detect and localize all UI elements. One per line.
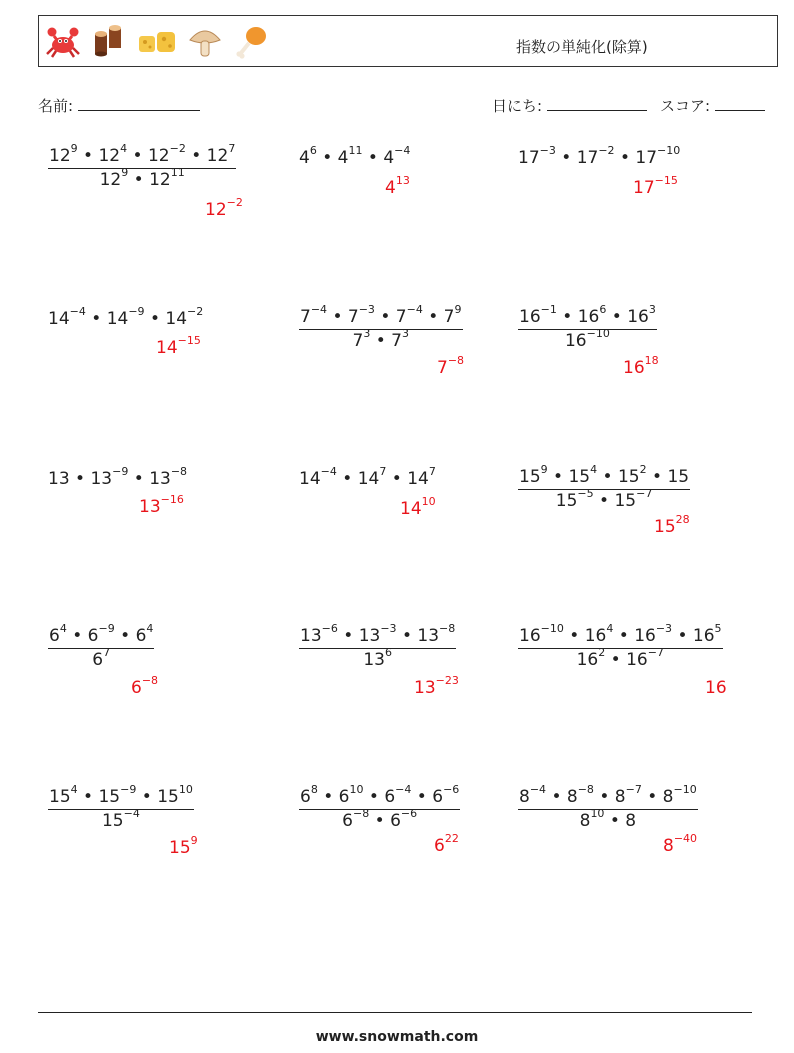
- fraction: [518, 622, 723, 670]
- multiply-dot: •: [597, 467, 618, 487]
- expression-power: 13: [48, 469, 70, 489]
- multiply-dot: •: [69, 469, 91, 489]
- numerator-power: $15^9$: [519, 463, 548, 487]
- expression: [48, 465, 188, 489]
- multiply-dot: •: [66, 626, 88, 646]
- numerator-power: $16^{-1}$: [519, 303, 557, 327]
- multiply-dot: •: [77, 787, 99, 807]
- denominator: [576, 646, 664, 670]
- answer-power: $7^{-8}$: [437, 354, 465, 378]
- numerator-power: $15^4$: [49, 783, 78, 807]
- numerator-power: $16^{-10}$: [519, 622, 564, 646]
- numerator: [299, 622, 456, 648]
- expression-power: $17^{-10}$: [635, 144, 681, 168]
- denominator-power: $7^3$: [352, 327, 371, 351]
- answer-15: [663, 832, 698, 856]
- denominator-power: 8: [625, 811, 637, 831]
- problem-5: [299, 303, 463, 351]
- name-field[interactable]: [38, 95, 200, 116]
- numerator: [518, 463, 690, 489]
- denominator-power: $6^7$: [92, 646, 111, 670]
- multiply-dot: •: [546, 787, 567, 807]
- multiply-dot: •: [114, 626, 136, 646]
- denominator-power: $15^{-7}$: [614, 487, 653, 511]
- date-blank-line[interactable]: [547, 96, 647, 111]
- problem-12: [518, 622, 723, 670]
- multiply-dot: •: [613, 626, 635, 646]
- expression: [48, 305, 204, 329]
- denominator-power: $6^{-6}$: [390, 807, 418, 831]
- answer-power: $8^{-40}$: [663, 832, 698, 856]
- name-blank-line[interactable]: [78, 96, 200, 111]
- answer-power: $12^{-2}$: [205, 196, 243, 220]
- numerator-power: $15^{10}$: [157, 783, 193, 807]
- multiply-dot: •: [386, 469, 408, 489]
- worksheet-title: 指数の単純化(除算): [516, 38, 648, 56]
- problem-10: [48, 622, 154, 670]
- numerator-power: $6^8$: [300, 783, 318, 807]
- answer-8: [400, 495, 436, 519]
- denominator: [564, 327, 610, 351]
- answer-power: $13^{-16}$: [139, 493, 184, 517]
- answer-power: $13^{-23}$: [414, 674, 459, 698]
- fraction: [518, 303, 657, 351]
- answer-power: $17^{-15}$: [633, 174, 678, 198]
- numerator-power: $6^{-4}$: [384, 783, 412, 807]
- numerator-power: $8^{-7}$: [614, 783, 642, 807]
- problem-2: [299, 144, 411, 168]
- denominator-power: $13^6$: [363, 646, 392, 670]
- multiply-dot: •: [396, 626, 418, 646]
- numerator-power: $6^4$: [135, 622, 154, 646]
- denominator-power: $8^{10}$: [579, 807, 605, 831]
- multiply-dot: •: [604, 811, 626, 831]
- numerator-power: $8^{-10}$: [662, 783, 697, 807]
- answer-power: $15^9$: [169, 834, 198, 858]
- denominator: [99, 166, 185, 190]
- numerator-power: $8^{-8}$: [566, 783, 594, 807]
- numerator: [518, 303, 657, 329]
- multiply-dot: •: [556, 307, 578, 327]
- problem-15: [518, 783, 698, 831]
- denominator-power: $12^{11}$: [149, 166, 185, 190]
- header-box: [38, 15, 778, 67]
- denominator-power: $15^{-5}$: [555, 487, 594, 511]
- answer-power: $15^{28}$: [654, 513, 690, 537]
- cheese-icon: [137, 24, 177, 60]
- numerator-power: $7^{-4}$: [300, 303, 328, 327]
- multiply-dot: •: [593, 491, 615, 511]
- multiply-dot: •: [646, 467, 668, 487]
- problem-3: [518, 144, 681, 168]
- expression-power: $14^{-2}$: [165, 305, 204, 329]
- expression-power: $13^{-9}$: [90, 465, 129, 489]
- multiply-dot: •: [185, 146, 207, 166]
- problem-11: [299, 622, 456, 670]
- fraction: [518, 463, 690, 511]
- chicken-leg-icon: [233, 24, 269, 60]
- answer-14: [434, 832, 459, 856]
- multiply-dot: •: [128, 170, 150, 190]
- answer-9: [654, 513, 690, 537]
- multiply-dot: •: [327, 307, 348, 327]
- answer-11: [414, 674, 459, 698]
- numerator-power: $6^{-6}$: [432, 783, 460, 807]
- multiply-dot: •: [593, 787, 615, 807]
- numerator: [299, 783, 460, 809]
- denominator: [92, 646, 111, 670]
- numerator-power: $12^4$: [98, 142, 128, 166]
- numerator-power: $6^{10}$: [338, 783, 364, 807]
- fraction: [299, 303, 463, 351]
- fraction: [48, 622, 154, 670]
- answer-3: [633, 174, 678, 198]
- multiply-dot: •: [672, 626, 693, 646]
- multiply-dot: •: [605, 650, 627, 670]
- numerator-power: $7^9$: [443, 303, 462, 327]
- denominator: [342, 807, 418, 831]
- multiply-dot: •: [317, 787, 339, 807]
- answer-power: $4^{13}$: [385, 174, 410, 198]
- multiply-dot: •: [336, 469, 358, 489]
- numerator-power: $15^{-9}$: [98, 783, 137, 807]
- denominator-power: $7^3$: [391, 327, 409, 351]
- problem-6: [518, 303, 657, 351]
- answer-power: 16: [705, 678, 727, 698]
- multiply-dot: •: [606, 307, 628, 327]
- numerator: [48, 783, 194, 809]
- fraction: [48, 783, 194, 831]
- multiply-dot: •: [547, 467, 569, 487]
- problem-4: [48, 305, 204, 329]
- multiply-dot: •: [374, 307, 396, 327]
- numerator-power: $13^{-3}$: [358, 622, 397, 646]
- name-label: 名前:: [38, 97, 74, 115]
- problem-1: [48, 142, 236, 190]
- numerator-power: $6^4$: [49, 622, 67, 646]
- multiply-dot: •: [369, 811, 391, 831]
- numerator-power: $7^{-3}$: [347, 303, 375, 327]
- numerator-power: $8^{-4}$: [519, 783, 547, 807]
- fraction: [518, 783, 698, 831]
- fraction: [48, 142, 236, 190]
- answer-power: $14^{-15}$: [156, 334, 201, 358]
- numerator-power: $15^4$: [568, 463, 598, 487]
- numerator: [48, 142, 236, 168]
- multiply-dot: •: [370, 331, 392, 351]
- multiply-dot: •: [127, 146, 148, 166]
- answer-power: $6^{-8}$: [131, 674, 159, 698]
- multiply-dot: •: [128, 469, 150, 489]
- numerator-power: $16^6$: [577, 303, 607, 327]
- multiply-dot: •: [411, 787, 433, 807]
- answer-12: [705, 678, 727, 698]
- problem-14: [299, 783, 460, 831]
- denominator: [555, 487, 653, 511]
- numerator: [48, 622, 154, 648]
- numerator-power: 15: [667, 467, 690, 487]
- expression-power: $14^{-9}$: [106, 305, 145, 329]
- answer-7: [139, 493, 184, 517]
- multiply-dot: •: [641, 787, 663, 807]
- answer-4: [156, 334, 201, 358]
- problem-13: [48, 783, 194, 831]
- denominator: [101, 807, 140, 831]
- expression-power: $14^{-4}$: [48, 305, 86, 329]
- score-blank-line[interactable]: [715, 96, 765, 111]
- multiply-dot: •: [362, 148, 384, 168]
- multiply-dot: •: [363, 787, 385, 807]
- denominator-power: $16^{-7}$: [626, 646, 664, 670]
- footer-divider: [38, 1012, 752, 1013]
- mushroom-icon: [187, 24, 223, 60]
- expression-power: $4^6$: [299, 144, 317, 168]
- multiply-dot: •: [422, 307, 444, 327]
- problem-9: [518, 463, 690, 511]
- answer-power: $16^{18}$: [623, 354, 659, 378]
- numerator: [299, 303, 463, 329]
- answer-5: [437, 354, 465, 378]
- multiply-dot: •: [614, 148, 636, 168]
- crab-icon: [45, 24, 81, 60]
- multiply-dot: •: [77, 146, 99, 166]
- multiply-dot: •: [563, 626, 585, 646]
- score-field[interactable]: [660, 95, 765, 116]
- problem-7: [48, 465, 188, 489]
- denominator: [363, 646, 392, 670]
- numerator-power: $13^{-8}$: [417, 622, 456, 646]
- answer-power: $14^{10}$: [400, 495, 436, 519]
- expression-power: $4^{11}$: [337, 144, 363, 168]
- numerator: [518, 622, 723, 648]
- answer-2: [385, 174, 410, 198]
- multiply-dot: •: [337, 626, 359, 646]
- expression-power: $14^{-4}$: [299, 465, 337, 489]
- multiply-dot: •: [136, 787, 158, 807]
- multiply-dot: •: [555, 148, 577, 168]
- wood-log-icon: [91, 24, 127, 60]
- expression-power: $17^{-2}$: [576, 144, 615, 168]
- denominator-power: $16^2$: [576, 646, 606, 670]
- expression-power: $4^{-4}$: [383, 144, 411, 168]
- denominator: [352, 327, 410, 351]
- fraction: [299, 783, 460, 831]
- fraction: [299, 622, 456, 670]
- multiply-dot: •: [85, 309, 107, 329]
- numerator-power: $15^2$: [617, 463, 647, 487]
- numerator-power: $13^{-6}$: [300, 622, 338, 646]
- denominator-power: $12^9$: [99, 166, 129, 190]
- score-label: スコア:: [660, 97, 711, 115]
- denominator-power: $16^{-10}$: [564, 327, 610, 351]
- expression: [518, 144, 681, 168]
- numerator-power: $12^9$: [49, 142, 78, 166]
- numerator-power: $7^{-4}$: [395, 303, 423, 327]
- expression-power: $13^{-8}$: [149, 465, 188, 489]
- footer-website: www.snowmath.com: [315, 1029, 479, 1045]
- date-label: 日にち:: [492, 97, 543, 115]
- answer-1: [205, 196, 243, 220]
- answer-6: [623, 354, 659, 378]
- multiply-dot: •: [316, 148, 338, 168]
- expression: [299, 465, 436, 489]
- expression: [299, 144, 411, 168]
- numerator-power: $12^7$: [206, 142, 236, 166]
- expression-power: $17^{-3}$: [518, 144, 556, 168]
- answer-13: [169, 834, 198, 858]
- expression-power: $14^7$: [407, 465, 436, 489]
- answer-power: $6^{22}$: [434, 832, 459, 856]
- multiply-dot: •: [144, 309, 166, 329]
- icon-strip: [45, 24, 269, 60]
- date-field[interactable]: [492, 95, 647, 116]
- numerator-power: $16^{-3}$: [634, 622, 673, 646]
- answer-10: [131, 674, 159, 698]
- expression-power: $14^7$: [357, 465, 387, 489]
- denominator-power: $15^{-4}$: [101, 807, 140, 831]
- numerator-power: $6^{-9}$: [87, 622, 115, 646]
- numerator-power: $16^3$: [627, 303, 656, 327]
- numerator-power: $12^{-2}$: [147, 142, 186, 166]
- denominator-power: $6^{-8}$: [342, 807, 370, 831]
- numerator: [518, 783, 698, 809]
- numerator-power: $16^4$: [584, 622, 614, 646]
- numerator-power: $16^5$: [692, 622, 722, 646]
- problem-8: [299, 465, 436, 489]
- denominator: [579, 807, 637, 831]
